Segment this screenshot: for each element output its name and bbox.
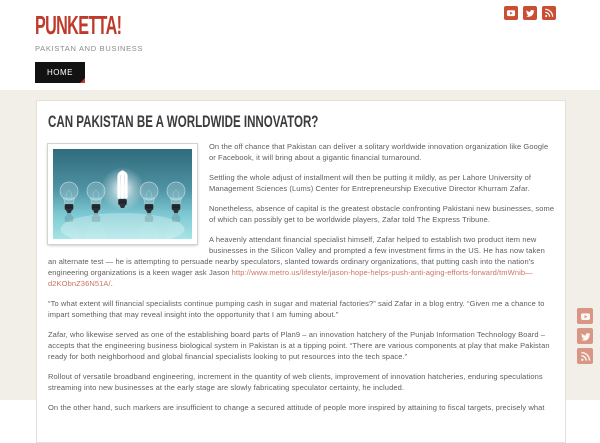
metro-article-link[interactable]: http://www.metro.us/lifestyle/jason-hope-helps-push-anti-aging-efforts-forward/tmWnib—d2KObnZ36N51A/ <box>48 268 533 288</box>
site-header <box>0 0 600 90</box>
rss-icon[interactable] <box>542 6 556 20</box>
main-nav <box>35 62 85 83</box>
paragraph: On the off chance that Pakistan can deliver a solitary worldwide innovation organization like Google or Facebook, it will bring about a gigantic financial turnaround. <box>209 142 549 162</box>
article-card <box>36 100 566 443</box>
site-tagline: PAKISTAN AND BUSINESS <box>35 44 144 53</box>
twitter-icon[interactable] <box>577 328 593 344</box>
youtube-icon[interactable] <box>577 308 593 324</box>
paragraph: On the other hand, such markers are insufficient to change a secured attitude of people more inspired by attaining to fiscal targets, precisely what <box>48 403 545 412</box>
twitter-icon[interactable] <box>523 6 537 20</box>
nav-item-home[interactable]: HOME <box>35 62 85 83</box>
lightbulbs-illustration <box>53 149 192 239</box>
paragraph: Settling the whole adjust of installment will then be putting it mildly, as per Lahore University of Management Sciences (Lums) Center for Entrepreneurship Executive Director Khurram Zafar. <box>209 173 532 193</box>
rss-icon[interactable] <box>577 348 593 364</box>
paragraph: Nonetheless, absence of capital is the greatest obstacle confronting Pakistani new businesses, some of which can possibly get to be worldwide players, Zafar told The Express Tribune. <box>209 204 555 224</box>
site-title[interactable]: PUNKETTA! <box>35 10 122 40</box>
article-image <box>48 144 197 244</box>
paragraph-text: . <box>110 279 113 288</box>
branding <box>35 10 174 53</box>
paragraph: “To what extent will financial specialists continue pumping cash in sugar and material factories?” said Zafar in a blog entry. “Given me a chance to impart something that may reveal insight into the opportunity that I am fuming about.” <box>48 299 545 319</box>
floating-social-bar <box>577 308 593 364</box>
page-body <box>0 90 600 412</box>
header-social-bar <box>504 6 556 20</box>
paragraph: Rollout of versatile broadband engineering, increment in the quantity of web clients, improvement of innovation hatcheries, enduring speculations streaming into new businesses at the early stage are slowly fabricating speculator certainty, he included. <box>48 372 543 392</box>
paragraph: Zafar, who likewise served as one of the establishing board parts of Plan9 – an innovation hatchery of the Punjab Information Technology Board – accepts that the engineering business biological system in Pakistan is at a tipping point. “There are various components at play that make Pakistan ready for both neighborhood and global financial specialists looking to put resources into the tech space.” <box>48 330 550 361</box>
youtube-icon[interactable] <box>504 6 518 20</box>
paragraph-text: A heavenly attendant financial specialist himself, Zafar helped to establish two product item new businesses in the Silicon Valley and prompted a few investment firms in the US. He has now taken an alternate test — he is attempting to persuade nearby speculators, slanted towards ordinary organizations, that putting cash into the nation's engineering organizations is a keen wager ask Jason <box>48 235 545 277</box>
article-title[interactable]: CAN PAKISTAN BE A WORLDWIDE INNOVATOR? <box>48 112 319 131</box>
